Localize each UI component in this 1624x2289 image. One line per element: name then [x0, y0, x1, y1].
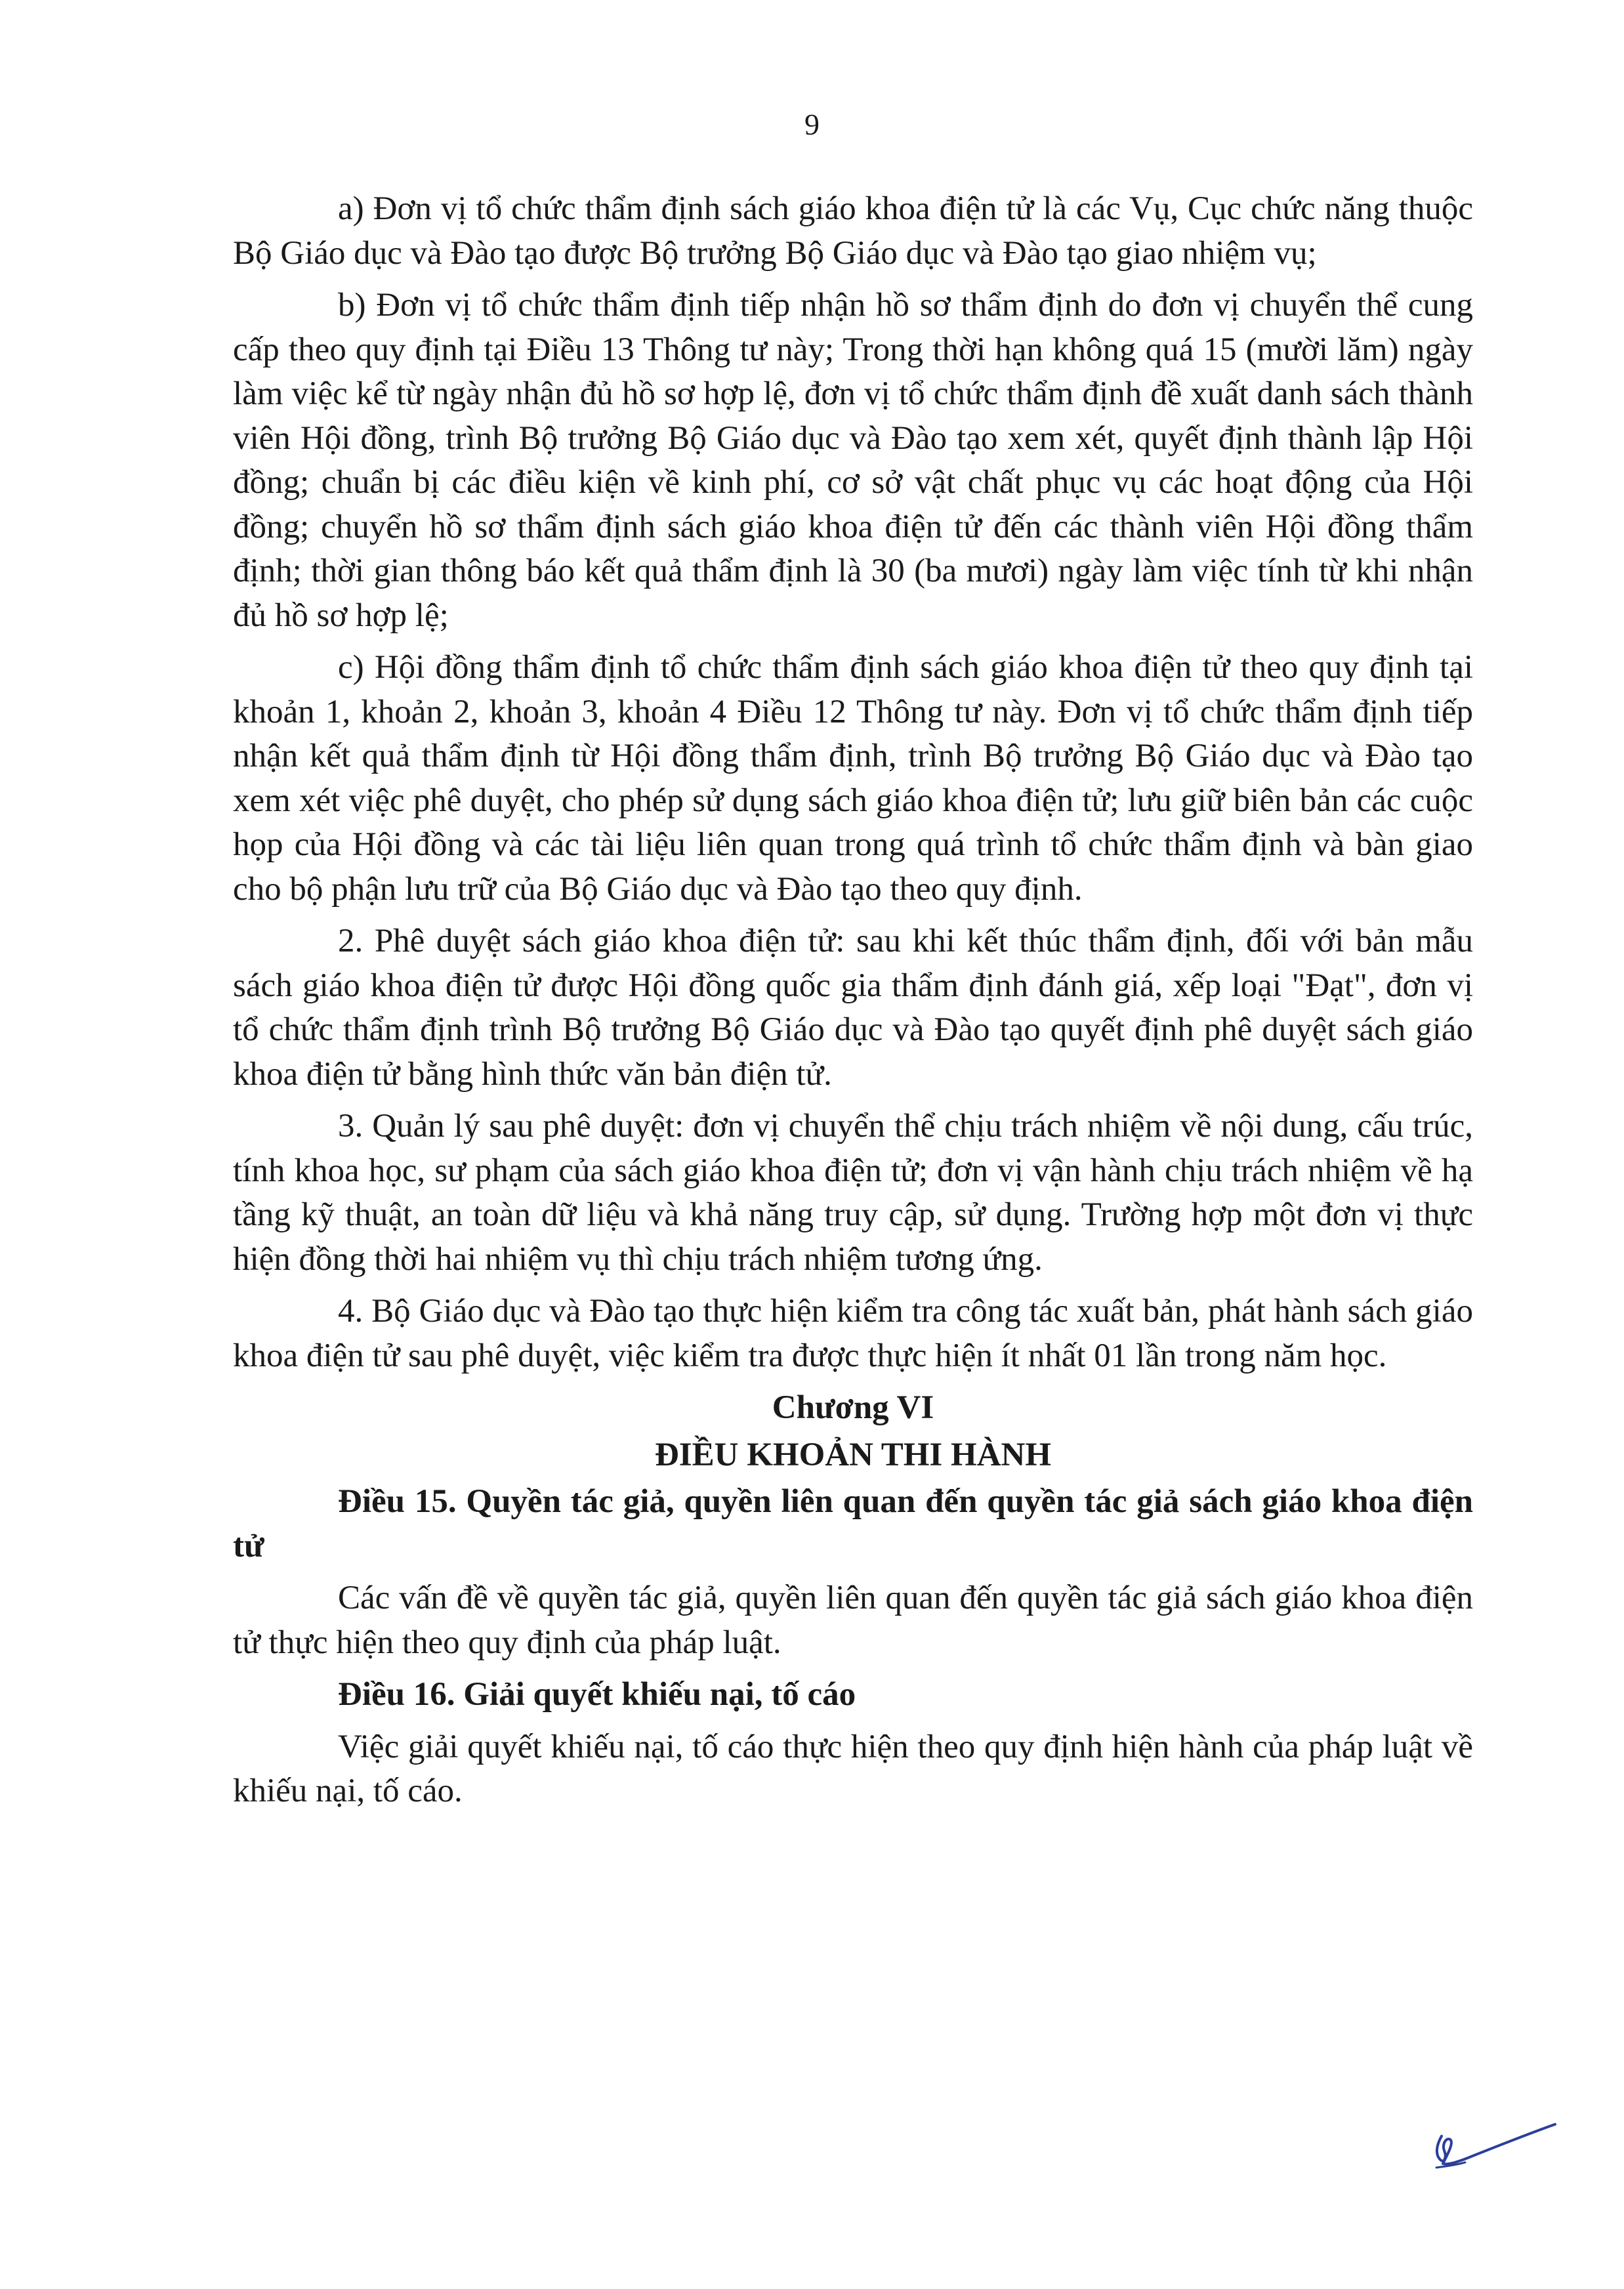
paragraph-b: b) Đơn vị tổ chức thẩm định tiếp nhận hồ sơ thẩm định do đơn vị chuyển thể cung cấp theo quy định tại Điều 13 Thông tư này; Trong thời hạn không quá 15 (mười lăm) ngày làm việc kể từ ngày nhận đủ hồ sơ hợp lệ, đơn vị tổ chức thẩm định đề xuất danh sách thành viên Hội đồng, trình Bộ trưởng Bộ Giáo dục và Đào tạo xem xét, quyết định thành lập Hội đồng; chuẩn bị các điều kiện về kinh phí, cơ sở vật chất phục vụ các hoạt động của Hội đồng; chuyển hồ sơ thẩm định sách giáo khoa điện tử đến các thành viên Hội đồng thẩm định; thời gian thông báo kết quả thẩm định là 30 (ba mươi) ngày làm việc tính từ khi nhận đủ hồ sơ hợp lệ;	[233, 287, 1473, 634]
article-15-body: Các vấn đề về quyền tác giả, quyền liên quan đến quyền tác giả sách giáo khoa điện tử thực hiện theo quy định của pháp luật.	[233, 1580, 1473, 1661]
article-16-body: Việc giải quyết khiếu nại, tố cáo thực hiện theo quy định hiện hành của pháp luật về khiếu nại, tố cáo.	[233, 1728, 1473, 1809]
paragraph-a: a) Đơn vị tổ chức thẩm định sách giáo khoa điện tử là các Vụ, Cục chức năng thuộc Bộ Giáo dục và Đào tạo được Bộ trưởng Bộ Giáo dục và Đào tạo giao nhiệm vụ;	[233, 190, 1473, 272]
article-16-heading: Điều 16. Giải quyết khiếu nại, tố cáo	[338, 1676, 856, 1713]
paragraph-2: 2. Phê duyệt sách giáo khoa điện tử: sau khi kết thúc thẩm định, đối với bản mẫu sách giáo khoa điện tử được Hội đồng quốc gia thẩm định đánh giá, xếp loại "Đạt", đơn vị tổ chức thẩm định trình Bộ trưởng Bộ Giáo dục và Đào tạo quyết định phê duyệt sách giáo khoa điện tử bằng hình thức văn bản điện tử.	[233, 923, 1473, 1093]
paragraph-4: 4. Bộ Giáo dục và Đào tạo thực hiện kiểm tra công tác xuất bản, phát hành sách giáo khoa điện tử sau phê duyệt, việc kiểm tra được thực hiện ít nhất 01 lần trong năm học.	[233, 1293, 1473, 1374]
chapter-title: ĐIỀU KHOẢN THI HÀNH	[654, 1436, 1052, 1473]
page-number: 9	[804, 108, 820, 141]
paragraph-c: c) Hội đồng thẩm định tổ chức thẩm định sách giáo khoa điện tử theo quy định tại khoản 1, khoản 2, khoản 3, khoản 4 Điều 12 Thông tư này. Đơn vị tổ chức thẩm định tiếp nhận kết quả thẩm định từ Hội đồng thẩm định, trình Bộ trưởng Bộ Giáo dục và Đào tạo xem xét việc phê duyệt, cho phép sử dụng sách giáo khoa điện tử; lưu giữ biên bản các cuộc họp của Hội đồng và các tài liệu liên quan trong quá trình tổ chức thẩm định và bàn giao cho bộ phận lưu trữ của Bộ Giáo dục và Đào tạo theo quy định.	[233, 649, 1473, 908]
initial-signature	[1427, 2116, 1558, 2175]
chapter-label: Chương VI	[772, 1389, 934, 1426]
paragraph-3: 3. Quản lý sau phê duyệt: đơn vị chuyển thể chịu trách nhiệm về nội dung, cấu trúc, tính khoa học, sư phạm của sách giáo khoa điện tử; đơn vị vận hành chịu trách nhiệm về hạ tầng kỹ thuật, an toàn dữ liệu và khả năng truy cập, sử dụng. Trường hợp một đơn vị thực hiện đồng thời hai nhiệm vụ thì chịu trách nhiệm tương ứng.	[233, 1108, 1473, 1278]
article-15-heading: Điều 15. Quyền tác giả, quyền liên quan đến quyền tác giả sách giáo khoa điện tử	[233, 1483, 1473, 1564]
document-body	[233, 187, 1473, 1822]
